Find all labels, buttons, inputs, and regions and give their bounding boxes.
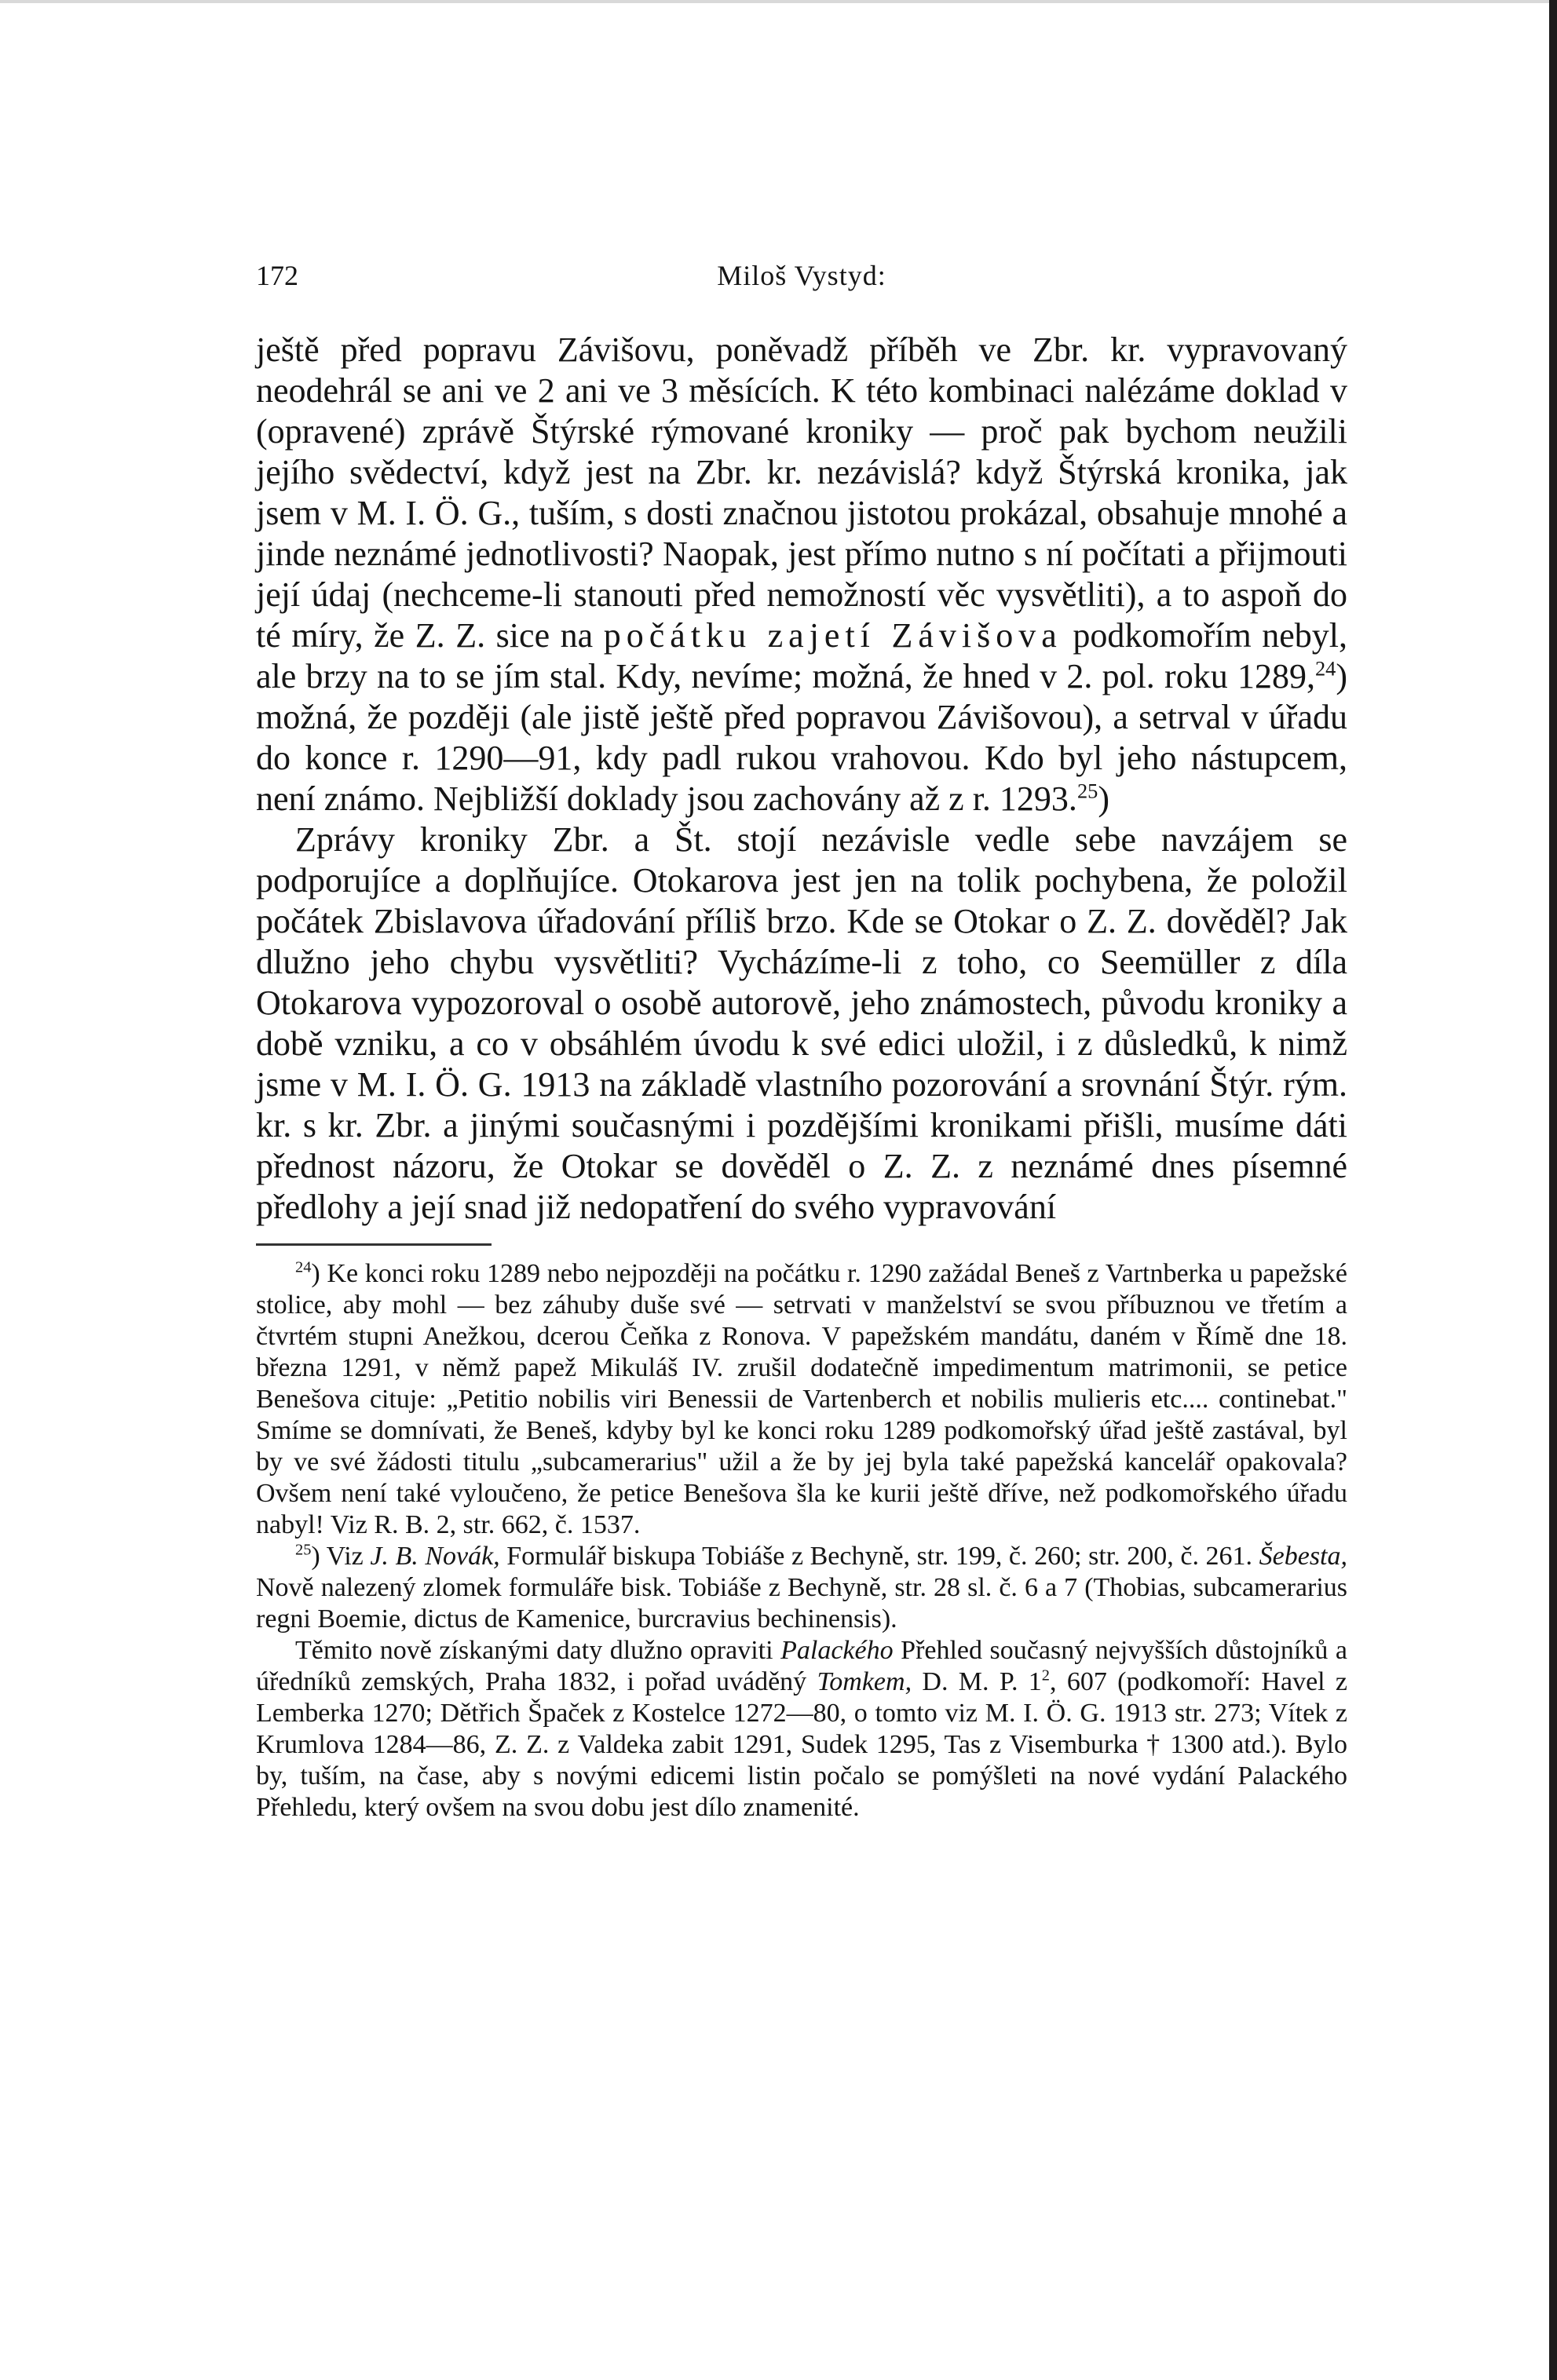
footnote-25-part-b: Formulář biskupa Tobiáše z Bechyně, str. 199, č. 260; str. 200, č. 261.: [506, 1542, 1253, 1571]
footnote-25-continuation: [256, 1635, 1347, 1823]
footnote-25-mark: 25: [295, 1541, 312, 1559]
footnote-25-author-1: J. B. Novák,: [370, 1542, 500, 1571]
fn-cont-italic-2: Tomkem,: [817, 1667, 912, 1696]
footnotes: [256, 1258, 1347, 1823]
footnote-24-mark: 24: [295, 1258, 312, 1276]
fn-cont-part-b: Přehled současný nejvyšších důstojníků a úředníků zemských, Praha 1832, i pořad uváděný: [256, 1636, 1348, 1696]
main-text: [256, 330, 1347, 1228]
book-page: [256, 251, 1347, 1823]
footnote-ref-24: 24: [1314, 656, 1336, 681]
footnote-25-part-a: ) Viz: [311, 1542, 364, 1571]
fn-cont-part-a: Těmito nově získanými daty dlužno opraviti: [295, 1636, 773, 1665]
footnote-25-part-c: Nově nalezený zlomek formuláře bisk. Tobiáše z Bechyně, str. 28 sl. č. 6 a 7 (Thobias, subcamerarius regni Boemie, dictus de Kamenice, burcravius bechinensis).: [256, 1573, 1347, 1634]
paragraph-1: [256, 330, 1347, 819]
page-number: 172: [256, 260, 298, 291]
scan-right-edge: [1549, 0, 1557, 2380]
footnote-ref-25: 25: [1076, 779, 1098, 803]
footnote-separator: [256, 1243, 492, 1246]
footnote-24-text: ) Ke konci roku 1289 nebo nejpozději na počátku r. 1290 zažádal Beneš z Vartnberka u papežské stolice, aby mohl — bez záhuby duše své — setrvati v manželství se svou příbuznou ve třetím a čtvrtém stupni Anežkou, dcerou Čeňka z Ronova. V papežském mandátu, daném v Římě dne 18. března 1291, v němž papež Mikuláš IV. zrušil dodatečně impedimentum matrimonii, se petice Benešova cituje: „Petitio nobilis viri Benessii de Vartenberch et nobilis mulieris etc.... continebat." Smíme se domnívati, že Beneš, kdyby byl ke konci roku 1289 podkomořský úřad ještě zastával, byl by ve své žádosti titulu „subcamerarius" užil a že by jej byla také papežská kancelář opakovala? Ovšem není také vyloučeno, že petice Benešova šla ke kurii ještě dříve, než podkomořského úřadu nabyl! Viz R. B. 2, str. 662, č. 1537.: [256, 1259, 1347, 1539]
paragraph-1-part-d: ): [1098, 779, 1109, 818]
fn-cont-superscript: 2: [1041, 1666, 1050, 1685]
paragraph-1-part-c: ) možná, že později (ale jistě ještě před popravou Závišovou), a setrval v úřadu do konce r. 1290—91, kdy padl rukou vrahovou. Kdo byl jeho nástupcem, není známo. Nejbližší doklady jsou zachovány až z r. 1293.: [256, 657, 1347, 818]
footnote-25-author-2: Šebesta,: [1259, 1542, 1347, 1571]
fn-cont-part-d: , 607 (podkomoří: Havel z Lemberka 1270; Dětřich Špaček z Kostelce 1272—80, o tomto viz M. I. Ö. G. 1913 str. 273; Vítek z Krumlova 1284—86, Z. Z. z Valdeka zabit 1291, Sudek 1295, Tas z Visemburka † 1300 atd.). Bylo by, tuším, na čase, aby s novými edicemi listin počalo se pomýšleti na nové vydání Palackého Přehledu, který ovšem na svou dobu jest dílo znamenité.: [256, 1667, 1348, 1822]
paragraph-2: Zprávy kroniky Zbr. a Št. stojí nezávisle vedle sebe navzájem se podporujíce a doplňujíce. Otokarova jest jen na tolik pochybena, že položil počátek Zbislavova úřadování příliš brzo. Kde se Otokar o Z. Z. dověděl? Jak dlužno jeho chybu vysvětliti? Vycházíme-li z toho, co Seemüller z díla Otokarova vypozoroval o osobě autorově, jeho známostech, původu kroniky a době vzniku, a co v obsáhlém úvodu k své edici uložil, i z důsledků, k nimž jsme v M. I. Ö. G. 1913 na základě vlastního pozorování a srovnání Štýr. rým. kr. s kr. Zbr. a jinými současnými i pozdějšími kronikami přišli, musíme dáti přednost názoru, že Otokar se dověděl o Z. Z. z neznámé dnes písemné předlohy a její snad již nedopatření do svého vypravování: [256, 820, 1347, 1226]
scan-top-edge: [0, 0, 1557, 3]
paragraph-1-part-a: ještě před popravu Závišovu, poněvadž příběh ve Zbr. kr. vypravovaný neodehrál se ani ve 2 ani ve 3 měsících. K této kombinaci nalézáme doklad v (opravené) zprávě Štýrské rýmované kroniky — proč pak bychom neužili jejího svědectví, když jest na Zbr. kr. nezávislá? když Štýrská kronika, jak jsem v M. I. Ö. G., tuším, s dosti značnou jistotou prokázal, obsahuje mnohé a jinde neznámé jednotlivosti? Naopak, jest přímo nutno s ní počítati a přijmouti její údaj (nechceme-li stanouti před nemožností věc vysvětliti), a to aspoň do té míry, že Z. Z. sice na: [256, 330, 1347, 655]
fn-cont-italic-1: Palackého: [780, 1636, 894, 1665]
paragraph-1-part-b: podkomořím nebyl, ale brzy na to se jím stal. Kdy, nevíme; možná, že hned v 2. pol. roku 1289,: [256, 616, 1347, 695]
footnote-24: [256, 1258, 1347, 1541]
footnote-25: [256, 1541, 1347, 1635]
fn-cont-part-c: D. M. P. 1: [922, 1667, 1042, 1696]
spaced-emphasis: počátku zajetí Závišova: [603, 616, 1062, 655]
running-head: Miloš Vystyd:: [717, 260, 886, 291]
page-header: [256, 251, 1347, 298]
